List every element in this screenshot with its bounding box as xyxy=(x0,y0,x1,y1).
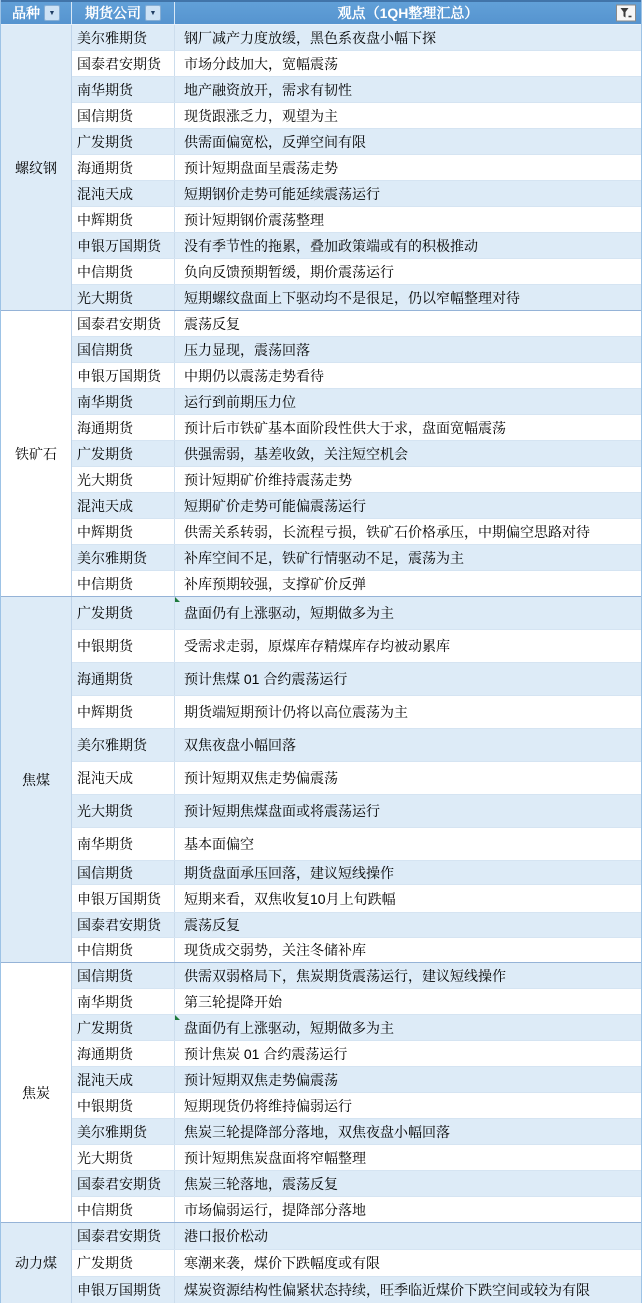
company-cell[interactable] xyxy=(72,103,175,128)
section-rows xyxy=(72,311,641,596)
table-row xyxy=(72,1119,641,1145)
opinion-text: 震荡反复 xyxy=(184,917,240,933)
opinion-text: 地产融资放开，需求有韧性 xyxy=(184,81,352,98)
opinion-cell[interactable] xyxy=(175,571,641,596)
company-label: 申银万国期货 xyxy=(77,367,161,384)
opinion-cell[interactable] xyxy=(175,233,641,258)
company-cell[interactable] xyxy=(72,363,175,388)
section-coke xyxy=(1,963,641,1223)
company-cell[interactable] xyxy=(72,25,175,50)
table-row xyxy=(72,285,641,310)
opinion-text: 期货盘面承压回落，建议短线操作 xyxy=(184,864,394,881)
table-row xyxy=(72,989,641,1015)
company-cell[interactable] xyxy=(72,545,175,570)
company-cell[interactable] xyxy=(72,1277,175,1303)
company-cell[interactable] xyxy=(72,913,175,937)
table-row xyxy=(72,493,641,519)
company-label: 国泰君安期货 xyxy=(77,1228,161,1244)
opinion-text: 供需双弱格局下，焦炭期货震荡运行，建议短线操作 xyxy=(184,967,506,984)
opinion-cell[interactable] xyxy=(175,1145,641,1170)
opinion-cell[interactable] xyxy=(175,1223,641,1249)
opinion-cell[interactable] xyxy=(175,630,641,662)
table-row xyxy=(72,25,641,51)
opinion-text: 现货成交弱势，关注冬储补库 xyxy=(184,942,366,958)
company-cell[interactable] xyxy=(72,1041,175,1066)
company-label: 国信期货 xyxy=(77,864,133,881)
opinion-text: 期货端短期预计仍将以高位震荡为主 xyxy=(184,704,408,720)
opinion-text: 预计短期盘面呈震荡走势 xyxy=(184,159,338,176)
company-cell[interactable] xyxy=(72,729,175,761)
table-row xyxy=(72,1197,641,1222)
company-label: 海通期货 xyxy=(77,1045,133,1062)
section-iron-ore xyxy=(1,311,641,597)
opinion-cell[interactable] xyxy=(175,337,641,362)
company-cell[interactable] xyxy=(72,938,175,962)
company-cell[interactable] xyxy=(72,630,175,662)
company-cell[interactable] xyxy=(72,1093,175,1118)
opinion-text: 中期仍以震荡走势看待 xyxy=(184,367,324,384)
opinion-text: 盘面仍有上涨驱动，短期做多为主 xyxy=(184,605,394,621)
company-label: 中银期货 xyxy=(77,638,133,654)
company-label: 国泰君安期货 xyxy=(77,315,161,332)
company-filter-dropdown-button[interactable] xyxy=(145,5,161,21)
table-row xyxy=(72,963,641,989)
company-label: 南华期货 xyxy=(77,393,133,410)
company-cell[interactable] xyxy=(72,77,175,102)
opinion-text: 基本面偏空 xyxy=(184,836,254,852)
table-row xyxy=(72,885,641,913)
opinion-text: 预计焦煤 01 合约震荡运行 xyxy=(184,671,348,687)
company-label: 中辉期货 xyxy=(77,211,133,228)
opinion-text: 盘面仍有上涨驱动，短期做多为主 xyxy=(184,1019,394,1036)
company-cell[interactable] xyxy=(72,989,175,1014)
table-row xyxy=(72,259,641,285)
company-cell[interactable] xyxy=(72,207,175,232)
table-row xyxy=(72,938,641,962)
table-row xyxy=(72,155,641,181)
company-label: 海通期货 xyxy=(77,419,133,436)
company-cell[interactable] xyxy=(72,233,175,258)
company-label: 海通期货 xyxy=(77,671,133,687)
opinion-text: 短期现货仍将维持偏弱运行 xyxy=(184,1097,352,1114)
company-label: 申银万国期货 xyxy=(77,237,161,254)
opinion-cell[interactable] xyxy=(175,663,641,695)
table-row xyxy=(72,207,641,233)
opinion-text: 预计焦炭 01 合约震荡运行 xyxy=(184,1045,348,1062)
company-cell[interactable] xyxy=(72,963,175,988)
section-coking-coal xyxy=(1,597,641,963)
header-opinion-cell[interactable] xyxy=(175,2,641,24)
company-cell[interactable] xyxy=(72,129,175,154)
company-label: 国信期货 xyxy=(77,967,133,984)
company-cell[interactable] xyxy=(72,696,175,728)
opinion-cell[interactable] xyxy=(175,963,641,988)
company-cell[interactable] xyxy=(72,467,175,492)
header-company-label: 期货公司 xyxy=(85,5,141,21)
opinion-cell[interactable] xyxy=(175,181,641,206)
company-cell[interactable] xyxy=(72,493,175,518)
company-cell[interactable] xyxy=(72,828,175,860)
opinion-text: 寒潮来袭，煤价下跌幅度或有限 xyxy=(184,1255,380,1271)
company-label: 光大期货 xyxy=(77,289,133,306)
opinion-text: 现货跟涨乏力，观望为主 xyxy=(184,107,338,124)
opinion-text: 短期来看，双焦收复10月上旬跌幅 xyxy=(184,890,396,907)
table-row xyxy=(72,1067,641,1093)
opinion-text: 预计短期矿价维持震荡走势 xyxy=(184,471,352,488)
table-row xyxy=(72,337,641,363)
table-row xyxy=(72,1171,641,1197)
opinion-text: 预计后市铁矿基本面阶段性供大于求，盘面宽幅震荡 xyxy=(184,419,506,436)
table-row xyxy=(72,129,641,155)
company-label: 美尔雅期货 xyxy=(77,737,147,753)
company-label: 中信期货 xyxy=(77,263,133,280)
opinion-cell[interactable] xyxy=(175,1119,641,1144)
company-label: 南华期货 xyxy=(77,836,133,852)
opinion-text: 供需关系转弱，长流程亏损，铁矿石价格承压，中期偏空思路对待 xyxy=(184,523,590,540)
comment-indicator-icon xyxy=(175,1015,180,1020)
variety-label: 螺纹钢 xyxy=(15,159,57,176)
company-cell[interactable] xyxy=(72,181,175,206)
opinion-cell[interactable] xyxy=(175,1171,641,1196)
company-label: 南华期货 xyxy=(77,993,133,1010)
opinion-cell[interactable] xyxy=(175,762,641,794)
variety-label: 焦炭 xyxy=(22,1084,50,1101)
opinion-text: 第三轮提降开始 xyxy=(184,993,282,1010)
opinion-cell[interactable] xyxy=(175,467,641,492)
opinion-cell[interactable] xyxy=(175,795,641,827)
company-label: 申银万国期货 xyxy=(77,1282,161,1298)
company-label: 广发期货 xyxy=(77,605,133,621)
company-cell[interactable] xyxy=(72,571,175,596)
table-row xyxy=(72,762,641,795)
company-cell[interactable] xyxy=(72,1171,175,1196)
variety-label: 动力煤 xyxy=(15,1255,57,1271)
chevron-down-icon: ▼ xyxy=(48,9,56,17)
company-label: 国泰君安期货 xyxy=(77,1175,161,1192)
opinion-cell[interactable] xyxy=(175,913,641,937)
company-cell[interactable] xyxy=(72,311,175,336)
opinion-cell[interactable] xyxy=(175,729,641,761)
opinion-text: 市场分歧加大，宽幅震荡 xyxy=(184,55,338,72)
company-cell[interactable] xyxy=(72,1223,175,1249)
company-label: 南华期货 xyxy=(77,81,133,98)
opinion-cell[interactable] xyxy=(175,363,641,388)
table-row xyxy=(72,696,641,729)
table-body xyxy=(1,25,641,1303)
opinion-cell[interactable] xyxy=(175,1015,641,1040)
opinion-text: 预计短期焦炭盘面将窄幅整理 xyxy=(184,1149,366,1166)
company-label: 广发期货 xyxy=(77,133,133,150)
opinion-cell[interactable] xyxy=(175,389,641,414)
table-row xyxy=(72,1223,641,1250)
table-row xyxy=(72,77,641,103)
opinion-text: 钢厂减产力度放缓，黑色系夜盘小幅下探 xyxy=(184,29,436,46)
opinion-cell[interactable] xyxy=(175,1067,641,1092)
table-row xyxy=(72,389,641,415)
opinion-text: 港口报价松动 xyxy=(184,1228,268,1244)
table-row xyxy=(72,103,641,129)
opinion-cell[interactable] xyxy=(175,1041,641,1066)
opinion-cell[interactable] xyxy=(175,545,641,570)
company-label: 混沌天成 xyxy=(77,1071,133,1088)
header-opinion-label: 观点（1QH整理汇总） xyxy=(337,5,479,21)
company-label: 广发期货 xyxy=(77,445,133,462)
variety-cell-coke[interactable] xyxy=(1,963,72,1222)
company-label: 中辉期货 xyxy=(77,704,133,720)
company-cell[interactable] xyxy=(72,415,175,440)
opinion-text: 没有季节性的拖累，叠加政策端或有的积极推动 xyxy=(184,237,478,254)
opinion-cell[interactable] xyxy=(175,493,641,518)
header-variety-label: 品种 xyxy=(12,5,40,21)
opinion-text: 补库空间不足，铁矿行情驱动不足，震荡为主 xyxy=(184,549,464,566)
opinion-text: 压力显现，震荡回落 xyxy=(184,341,310,358)
company-label: 国泰君安期货 xyxy=(77,917,161,933)
table-row xyxy=(72,795,641,828)
opinion-cell[interactable] xyxy=(175,861,641,884)
table-row xyxy=(72,1093,641,1119)
opinion-text: 预计短期双焦走势偏震荡 xyxy=(184,770,338,786)
table-row xyxy=(72,441,641,467)
company-cell[interactable] xyxy=(72,1119,175,1144)
section-rebar xyxy=(1,25,641,311)
company-cell[interactable] xyxy=(72,519,175,544)
opinion-cell[interactable] xyxy=(175,519,641,544)
opinion-text: 短期钢价走势可能延续震荡运行 xyxy=(184,185,380,202)
company-cell[interactable] xyxy=(72,1250,175,1276)
opinion-text: 补库预期较强，支撑矿价反弹 xyxy=(184,575,366,592)
company-label: 国信期货 xyxy=(77,107,133,124)
company-label: 美尔雅期货 xyxy=(77,549,147,566)
opinion-text: 煤炭资源结构性偏紧状态持续，旺季临近煤价下跌空间或较为有限 xyxy=(184,1282,590,1298)
table-row xyxy=(72,729,641,762)
opinion-filter-button[interactable] xyxy=(616,5,636,22)
header-variety-cell[interactable] xyxy=(1,2,72,24)
table-row xyxy=(72,51,641,77)
company-cell[interactable] xyxy=(72,597,175,629)
opinion-cell[interactable] xyxy=(175,103,641,128)
opinion-cell[interactable] xyxy=(175,415,641,440)
opinion-text: 负向反馈预期暂缓，期价震荡运行 xyxy=(184,263,394,280)
opinion-text: 供需面偏宽松，反弹空间有限 xyxy=(184,133,366,150)
autofilter-funnel-icon xyxy=(620,8,632,19)
opinion-text: 焦炭三轮落地，震荡反复 xyxy=(184,1175,338,1192)
table-row xyxy=(72,311,641,337)
company-label: 国泰君安期货 xyxy=(77,55,161,72)
opinion-text: 运行到前期压力位 xyxy=(184,393,296,410)
company-label: 申银万国期货 xyxy=(77,890,161,907)
opinion-text: 预计短期双焦走势偏震荡 xyxy=(184,1071,338,1088)
table-row xyxy=(72,630,641,663)
table-row xyxy=(72,597,641,630)
company-cell[interactable] xyxy=(72,762,175,794)
section-rows xyxy=(72,597,641,962)
table-row xyxy=(72,545,641,571)
opinion-text: 震荡反复 xyxy=(184,315,240,332)
company-cell[interactable] xyxy=(72,1067,175,1092)
opinion-cell[interactable] xyxy=(175,885,641,912)
company-label: 光大期货 xyxy=(77,471,133,488)
table-row xyxy=(72,1145,641,1171)
company-label: 美尔雅期货 xyxy=(77,1123,147,1140)
company-label: 海通期货 xyxy=(77,159,133,176)
company-label: 中银期货 xyxy=(77,1097,133,1114)
opinion-text: 短期矿价走势可能偏震荡运行 xyxy=(184,497,366,514)
table-header-row xyxy=(1,0,641,25)
opinion-cell[interactable] xyxy=(175,285,641,310)
table-row xyxy=(72,181,641,207)
variety-label: 铁矿石 xyxy=(15,445,57,462)
company-cell[interactable] xyxy=(72,337,175,362)
company-label: 广发期货 xyxy=(77,1255,133,1271)
table-row xyxy=(72,571,641,596)
opinion-text: 双焦夜盘小幅回落 xyxy=(184,737,296,753)
table-row xyxy=(72,828,641,861)
company-label: 混沌天成 xyxy=(77,770,133,786)
variety-cell-thermal-coal[interactable] xyxy=(1,1223,72,1303)
opinion-cell[interactable] xyxy=(175,1093,641,1118)
company-label: 中信期货 xyxy=(77,575,133,592)
opinion-cell[interactable] xyxy=(175,129,641,154)
company-label: 混沌天成 xyxy=(77,497,133,514)
table-row xyxy=(72,913,641,938)
company-cell[interactable] xyxy=(72,441,175,466)
company-label: 混沌天成 xyxy=(77,185,133,202)
section-thermal-coal xyxy=(1,1223,641,1303)
opinion-text: 市场偏弱运行，提降部分落地 xyxy=(184,1201,366,1218)
opinion-cell[interactable] xyxy=(175,25,641,50)
opinion-cell[interactable] xyxy=(175,207,641,232)
table-row xyxy=(72,415,641,441)
variety-label: 焦煤 xyxy=(22,771,50,788)
opinion-cell[interactable] xyxy=(175,311,641,336)
company-label: 光大期货 xyxy=(77,803,133,819)
table-row xyxy=(72,1015,641,1041)
company-label: 光大期货 xyxy=(77,1149,133,1166)
opinion-cell[interactable] xyxy=(175,597,641,629)
table-row xyxy=(72,1277,641,1303)
table-row xyxy=(72,519,641,545)
table-row xyxy=(72,861,641,885)
opinion-text: 焦炭三轮提降部分落地，双焦夜盘小幅回落 xyxy=(184,1123,450,1140)
company-cell[interactable] xyxy=(72,155,175,180)
opinion-text: 预计短期钢价震荡整理 xyxy=(184,211,324,228)
variety-cell-coking-coal[interactable] xyxy=(1,597,72,962)
opinion-cell[interactable] xyxy=(175,51,641,76)
table-row xyxy=(72,663,641,696)
company-label: 中辉期货 xyxy=(77,523,133,540)
company-cell[interactable] xyxy=(72,885,175,912)
opinion-text: 预计短期焦煤盘面或将震荡运行 xyxy=(184,803,380,819)
section-rows xyxy=(72,25,641,310)
opinion-cell[interactable] xyxy=(175,1197,641,1222)
table-row xyxy=(72,1041,641,1067)
variety-filter-dropdown-button[interactable] xyxy=(44,5,60,21)
company-cell[interactable] xyxy=(72,285,175,310)
table-row xyxy=(72,233,641,259)
company-cell[interactable] xyxy=(72,663,175,695)
section-rows xyxy=(72,963,641,1222)
opinion-cell[interactable] xyxy=(175,696,641,728)
opinion-cell[interactable] xyxy=(175,1250,641,1276)
company-label: 中信期货 xyxy=(77,942,133,958)
company-cell[interactable] xyxy=(72,1015,175,1040)
opinion-cell[interactable] xyxy=(175,1277,641,1303)
company-cell[interactable] xyxy=(72,861,175,884)
company-cell[interactable] xyxy=(72,259,175,284)
opinion-cell[interactable] xyxy=(175,938,641,962)
company-label: 中信期货 xyxy=(77,1201,133,1218)
section-rows xyxy=(72,1223,641,1303)
company-cell[interactable] xyxy=(72,1197,175,1222)
comment-indicator-icon xyxy=(175,597,180,602)
company-cell[interactable] xyxy=(72,51,175,76)
company-label: 美尔雅期货 xyxy=(77,29,147,46)
company-cell[interactable] xyxy=(72,795,175,827)
variety-cell-rebar[interactable] xyxy=(1,25,72,310)
opinion-text: 受需求走弱，原煤库存精煤库存均被动累库 xyxy=(184,638,450,654)
opinion-text: 供强需弱，基差收敛，关注短空机会 xyxy=(184,445,408,462)
chevron-down-icon: ▼ xyxy=(149,9,157,17)
company-label: 广发期货 xyxy=(77,1019,133,1036)
opinion-cell[interactable] xyxy=(175,828,641,860)
table-row xyxy=(72,467,641,493)
company-label: 国信期货 xyxy=(77,341,133,358)
opinion-cell[interactable] xyxy=(175,989,641,1014)
opinion-cell[interactable] xyxy=(175,155,641,180)
opinion-cell[interactable] xyxy=(175,441,641,466)
company-cell[interactable] xyxy=(72,1145,175,1170)
table-row xyxy=(72,1250,641,1277)
opinion-cell[interactable] xyxy=(175,77,641,102)
opinion-text: 短期螺纹盘面上下驱动均不是很足，仍以窄幅整理对待 xyxy=(184,289,520,306)
variety-cell-iron-ore[interactable] xyxy=(1,311,72,596)
opinion-cell[interactable] xyxy=(175,259,641,284)
company-cell[interactable] xyxy=(72,389,175,414)
table-row xyxy=(72,363,641,389)
header-company-cell[interactable] xyxy=(72,2,175,24)
